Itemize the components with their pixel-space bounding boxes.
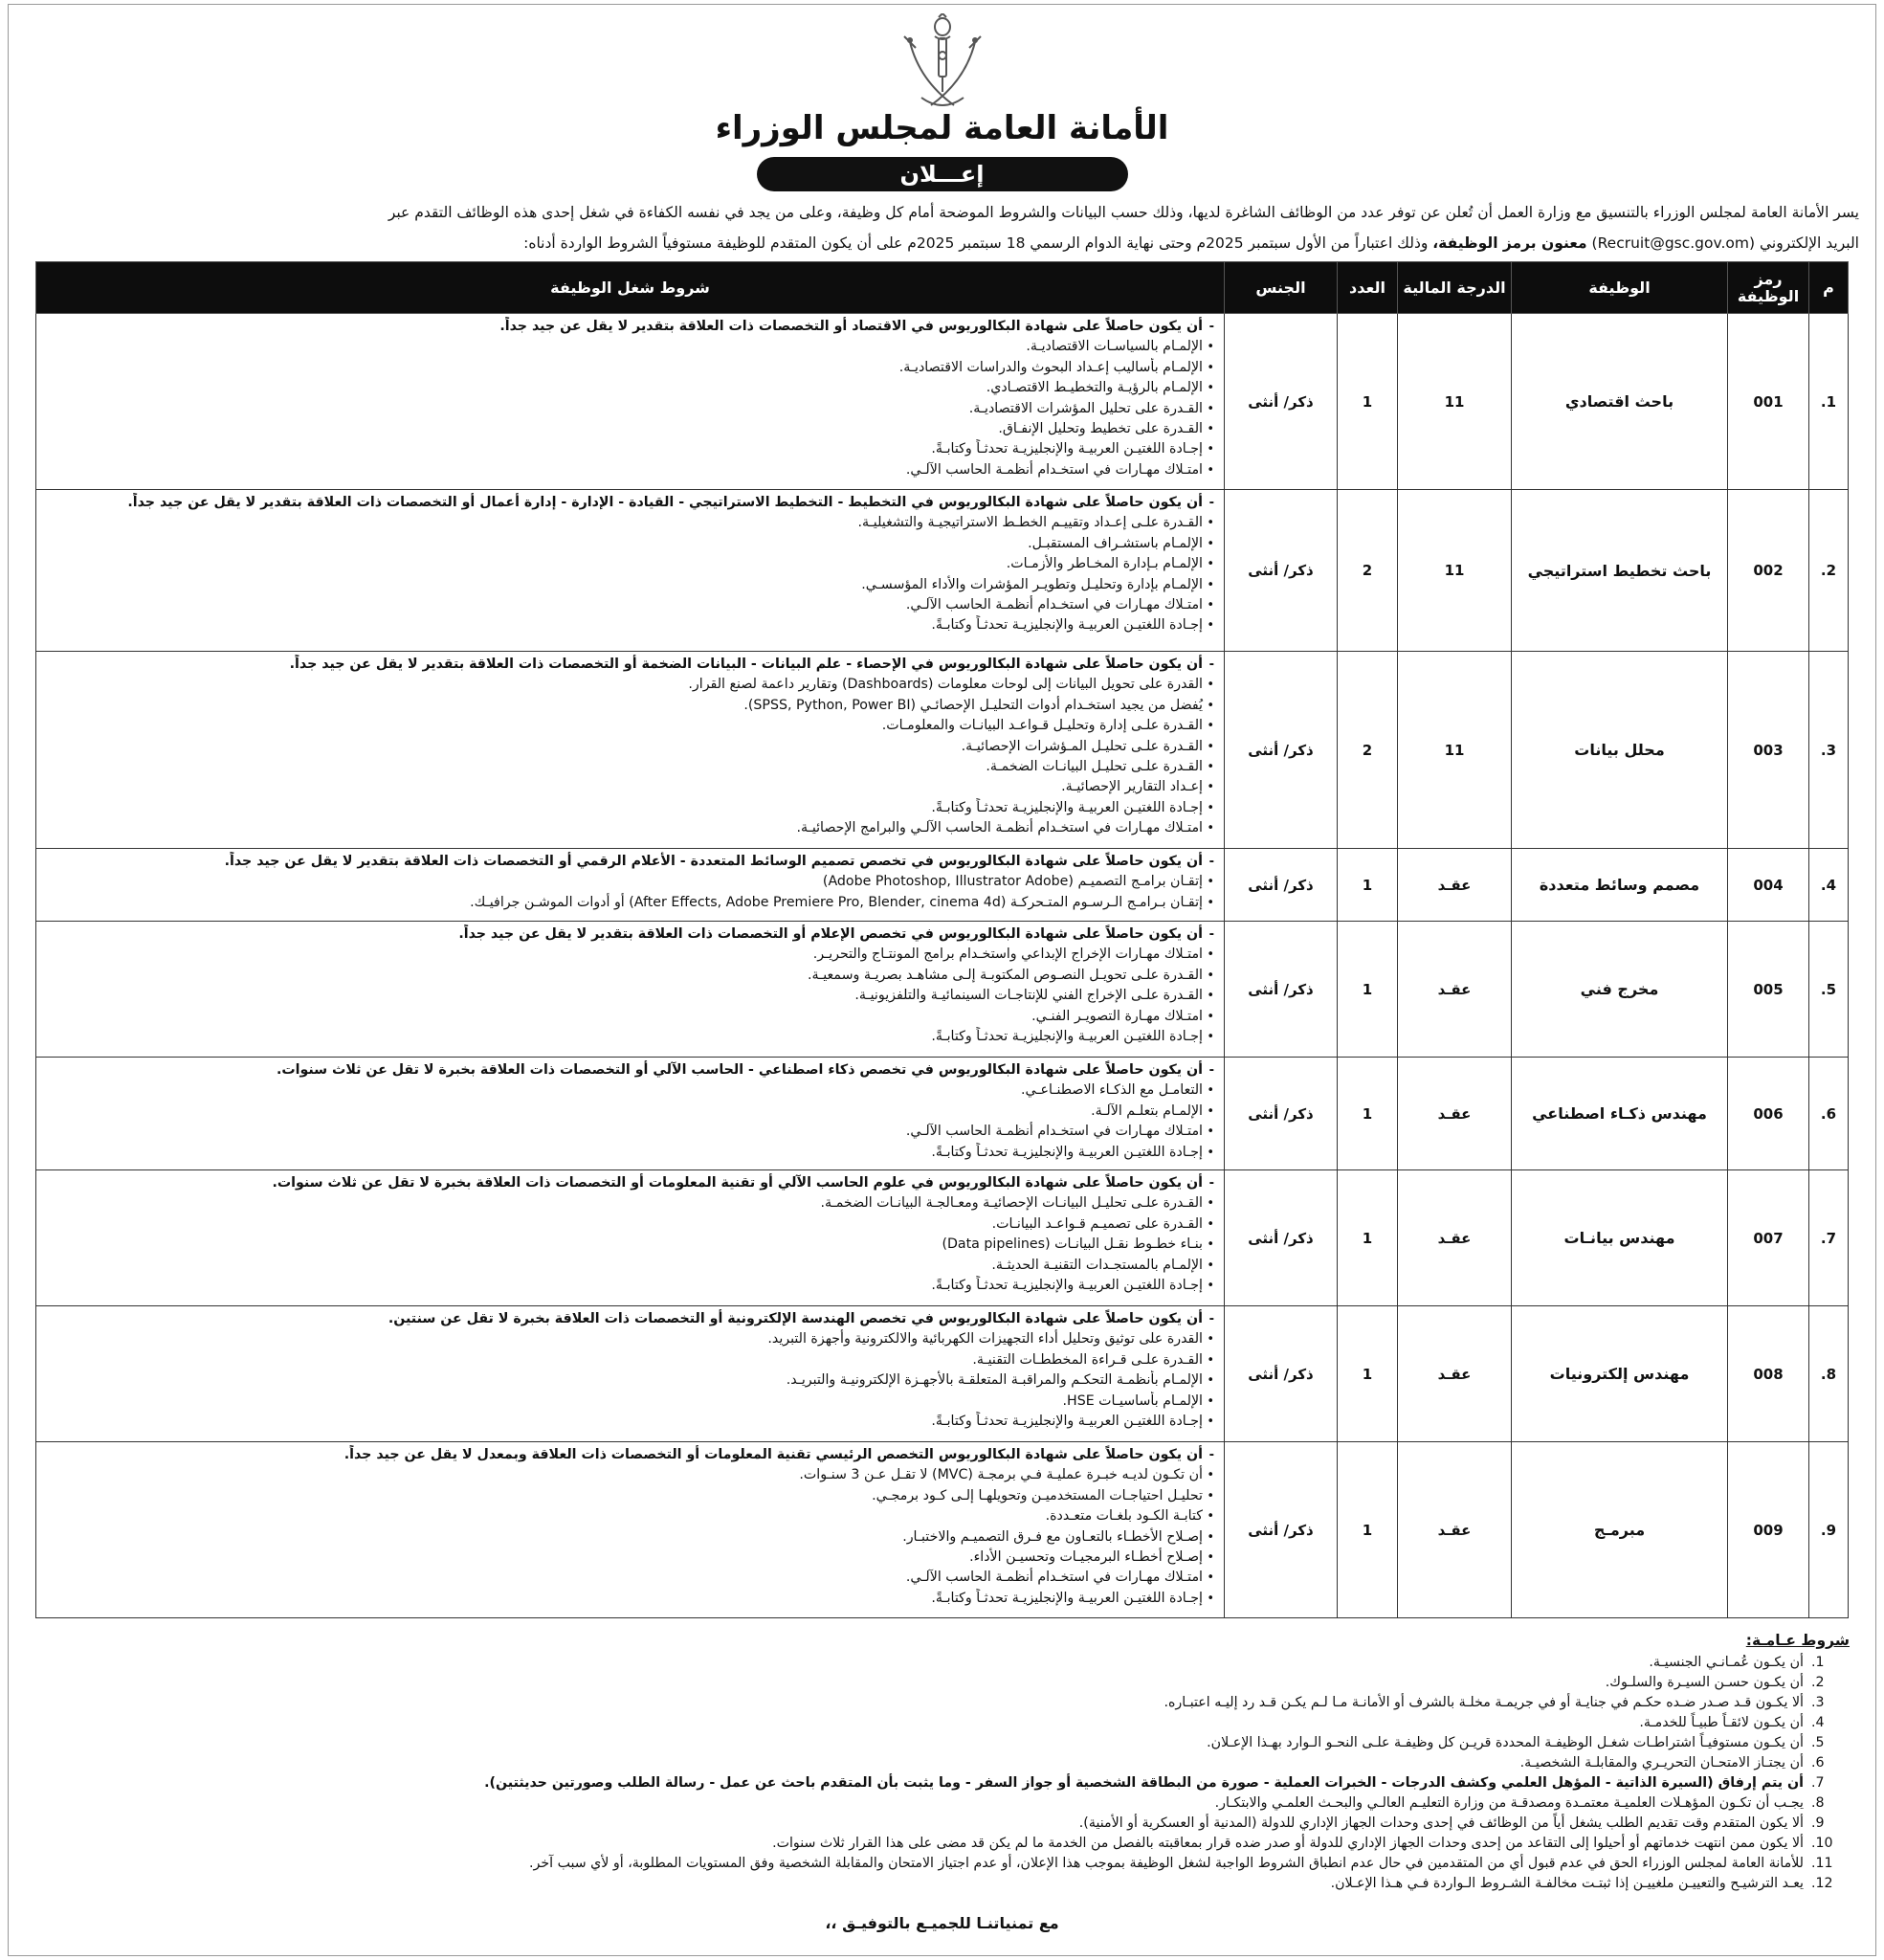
condition-item: - أن يكون حاصلاً على شهادة البكالوريوس في تخصص الإعلام أو التخصصات ذات العلاقة بتقدير لا يقل عن جيد جداً. <box>42 924 1214 945</box>
job-gender: ذكر/ أنثى <box>1225 849 1338 922</box>
jobs-table <box>35 261 1849 1618</box>
condition-item: - أن يكون حاصلاً على شهادة البكالوريوس في التخطيط - التخطيط الاستراتيجي - القيادة - الإدارة - إدارة أعمال أو التخصصات ذات العلاقة بتقدير لا يقل عن جيد جداً. <box>42 493 1214 513</box>
header-gender: الجنس <box>1225 262 1338 314</box>
condition-item: • بنـاء خطـوط نقـل البيانـات (Data pipelines) <box>42 1235 1214 1255</box>
condition-text: يعـد الترشيـح والتعييـن ملغييـن إذا ثبتـت مخالفـة الشـروط الـواردة فـي هـذا الإعـلان. <box>1330 1876 1804 1891</box>
condition-item: • امتـلاك مهـارات في استخـدام أنظمـة الحاسب الآلـي. <box>42 460 1214 480</box>
condition-item: • الإلمـام بالرؤيـة والتخطيـط الاقتصـادي. <box>42 378 1214 398</box>
conditions-list <box>42 1060 1214 1163</box>
condition-item: • إجـادة اللغتيـن العربيـة والإنجليزيـة تحدثـاً وكتابـةً. <box>42 1589 1214 1609</box>
condition-item: • القـدرة علـى تحليـل المـؤشرات الإحصائيـة. <box>42 737 1214 757</box>
conditions-list <box>42 317 1214 480</box>
condition-text: ألا يكون المتقدم وقت تقديم الطلب يشغل أياً من الوظائف في إحدى وحدات الجهاز الإداري للدولة (المدنية أو العسكرية أو الأمنية). <box>1078 1815 1804 1831</box>
condition-item: • الإلمـام بإدارة وتحليـل وتطويـر المؤشرات والأداء المؤسسـي. <box>42 575 1214 595</box>
row-number: 9. <box>1809 1442 1849 1618</box>
conditions-list <box>42 924 1214 1047</box>
job-title: محلل بيانات <box>1512 652 1728 849</box>
general-condition-item <box>223 1733 1850 1753</box>
conditions-list <box>42 1309 1214 1432</box>
header-no: م <box>1809 262 1849 314</box>
job-grade: عقـد <box>1398 1306 1512 1442</box>
conditions-list <box>42 1445 1214 1609</box>
job-title: مخرج فني <box>1512 922 1728 1058</box>
general-conditions-list <box>223 1653 1850 1894</box>
job-grade: عقـد <box>1398 1058 1512 1170</box>
condition-item: • امتـلاك مهـارة التصويـر الفنـي. <box>42 1007 1214 1027</box>
job-count: 2 <box>1338 490 1398 652</box>
conditions-list <box>42 1173 1214 1296</box>
condition-item: • امتـلاك مهـارات الإخراج الإبداعي واستخـدام برامج المونتـاج والتحريـر. <box>42 945 1214 965</box>
condition-item: • القـدرة علـى تحويـل النصـوص المكتوبـة إلـى مشاهـد بصريـة وسمعيـة. <box>42 966 1214 986</box>
condition-item: • الإلمـام بالمستجـدات التقنيـة الحديثـة. <box>42 1256 1214 1276</box>
general-conditions-title: شروط عـامـة: <box>1745 1632 1850 1649</box>
job-grade: عقـد <box>1398 849 1512 922</box>
job-title: باحث تخطيط استراتيجي <box>1512 490 1728 652</box>
condition-item: • إجـادة اللغتيـن العربيـة والإنجليزيـة تحدثـاً وكتابـةً. <box>42 798 1214 818</box>
conditions-list <box>42 493 1214 636</box>
header-grade: الدرجة المالية <box>1398 262 1512 314</box>
condition-item: • يُفضل من يجيد استخـدام أدوات التحليـل الإحصائـي (SPSS, Python, Power BI). <box>42 696 1214 716</box>
job-code: 001 <box>1728 314 1809 490</box>
condition-item: • امتـلاك مهـارات في استخـدام أنظمـة الحاسب الآلـي. <box>42 595 1214 615</box>
condition-item: • امتـلاك مهـارات في استخـدام أنظمـة الحاسب الآلـي. <box>42 1122 1214 1142</box>
job-code: 002 <box>1728 490 1809 652</box>
condition-item: • إجـادة اللغتيـن العربيـة والإنجليزيـة تحدثـاً وكتابـةً. <box>42 1276 1214 1296</box>
condition-number: 11. <box>1811 1856 1833 1871</box>
table-row <box>36 314 1849 490</box>
header-conditions: شروط شغل الوظيفة <box>36 262 1225 314</box>
conditions-list <box>42 852 1214 913</box>
condition-item: • امتـلاك مهـارات في استخـدام أنظمـة الحاسب الآلـي. <box>42 1568 1214 1588</box>
condition-item: • إعـداد التقارير الإحصائيـة. <box>42 777 1214 797</box>
condition-item: • القـدرة علـى تحليـل البيانـات الضخمـة. <box>42 757 1214 777</box>
job-count: 1 <box>1338 849 1398 922</box>
condition-item: - أن يكون حاصلاً على شهادة البكالوريوس في تخصص ذكاء اصطناعي - الحاسب الآلي أو التخصصات ذات العلاقة بخبرة لا تقل عن ثلاث سنوات. <box>42 1060 1214 1080</box>
job-title: باحث اقتصادي <box>1512 314 1728 490</box>
general-condition-item <box>223 1753 1850 1773</box>
header-code: رمز الوظيفة <box>1728 262 1809 314</box>
job-conditions <box>36 1442 1225 1618</box>
condition-text: أن يكـون حسـن السيـرة والسلـوك. <box>1605 1675 1804 1690</box>
job-grade: عقـد <box>1398 922 1512 1058</box>
general-condition-item <box>223 1874 1850 1894</box>
intro-job-code-note: معنون برمز الوظيفة، <box>1432 234 1587 252</box>
closing-container <box>0 1914 1884 1932</box>
row-number: 2. <box>1809 490 1849 652</box>
job-count: 1 <box>1338 1058 1398 1170</box>
condition-number: 6. <box>1811 1755 1825 1771</box>
general-condition-item <box>223 1834 1850 1854</box>
condition-number: 4. <box>1811 1715 1825 1730</box>
job-count: 1 <box>1338 1306 1398 1442</box>
job-code: 005 <box>1728 922 1809 1058</box>
banner-container <box>0 157 1884 191</box>
job-conditions <box>36 1306 1225 1442</box>
condition-item: • إجـادة اللغتيـن العربيـة والإنجليزيـة تحدثـاً وكتابـةً. <box>42 1027 1214 1047</box>
job-conditions <box>36 1058 1225 1170</box>
condition-item: • الإلمـام بأساليب إعـداد البحوث والدراسات الاقتصاديـة. <box>42 358 1214 378</box>
table-row <box>36 1170 1849 1306</box>
row-number: 1. <box>1809 314 1849 490</box>
job-gender: ذكر/ أنثى <box>1225 1442 1338 1618</box>
condition-item: • إجـادة اللغتيـن العربيـة والإنجليزيـة تحدثـاً وكتابـةً. <box>42 1412 1214 1432</box>
job-title: مهندس بيانـات <box>1512 1170 1728 1306</box>
condition-number: 10. <box>1811 1836 1833 1851</box>
condition-number: 3. <box>1811 1695 1825 1710</box>
condition-item: • الإلمـام بأنظمـة التحكـم والمراقبـة المتعلقـة بالأجهـزة الإلكترونيـة والتبريـد. <box>42 1370 1214 1391</box>
condition-item: • إجـادة اللغتيـن العربيـة والإنجليزيـة تحدثـاً وكتابـةً. <box>42 439 1214 459</box>
conditions-list <box>42 655 1214 839</box>
condition-item: • القـدرة علـى الإخراج الفني للإنتاجـات السينمائيـة والتلفزيونيـة. <box>42 986 1214 1006</box>
condition-text: أن يتم إرفاق (السيرة الذاتية - المؤهل العلمي وكشف الدرجات - الخبرات العملية - صورة من البطاقة الشخصية أو جواز السفر - وما يثبت بأن المتقدم باحث عن عمل - رسالة الطلب وصورتين حديثتين). <box>484 1775 1804 1791</box>
condition-item: • إصـلاح الأخطـاء بالتعـاون مع فـرق التصميـم والاختبـار. <box>42 1527 1214 1548</box>
condition-item: • القـدرة على تحليل المؤشرات الاقتصاديـة. <box>42 399 1214 419</box>
condition-item: - أن يكون حاصلاً على شهادة البكالوريوس في الاقتصاد أو التخصصات ذات العلاقة بتقدير لا يقل عن جيد جداً. <box>42 317 1214 337</box>
job-title: مبرمـج <box>1512 1442 1728 1618</box>
table-row <box>36 490 1849 652</box>
condition-item: • كتابـة الكـود بلغـات متعـددة. <box>42 1506 1214 1526</box>
general-condition-item <box>223 1814 1850 1834</box>
job-title: مصمم وسائط متعددة <box>1512 849 1728 922</box>
condition-item: • إجـادة اللغتيـن العربيـة والإنجليزيـة تحدثـاً وكتابـةً. <box>42 615 1214 635</box>
condition-item: - أن يكون حاصلاً على شهادة البكالوريوس في الإحصاء - علم البيانات - البيانات الضخمة أو التخصصات ذات العلاقة بتقدير لا يقل عن جيد جداً. <box>42 655 1214 675</box>
job-gender: ذكر/ أنثى <box>1225 1170 1338 1306</box>
job-code: 008 <box>1728 1306 1809 1442</box>
intro-line-2 <box>33 228 1859 258</box>
condition-text: أن يكـون عُمـانـي الجنسيـة. <box>1649 1655 1804 1670</box>
condition-item: • القـدرة علـى قـراءة المخططـات التقنيـة. <box>42 1350 1214 1370</box>
row-number: 3. <box>1809 652 1849 849</box>
condition-text: أن يكـون لائقـاً طبيـاً للخدمـة. <box>1639 1715 1804 1730</box>
general-conditions <box>223 1632 1850 1894</box>
closing-text: مع تمنياتنـا للجميـع بالتوفيـق ،، <box>825 1914 1059 1932</box>
condition-item: • القـدرة علـى تحليـل البيانـات الإحصائيـة ومعـالجـة البيانـات الضخمـة. <box>42 1193 1214 1214</box>
condition-number: 1. <box>1811 1655 1825 1670</box>
general-condition-item <box>223 1653 1850 1673</box>
general-condition-item <box>223 1793 1850 1814</box>
condition-text: أن يجتـاز الامتحـان التحريـري والمقابلـة الشخصيـة. <box>1519 1755 1804 1771</box>
header-job: الوظيفة <box>1512 262 1728 314</box>
condition-text: يجـب أن تكـون المؤهـلات العلميـة معتمـدة ومصدقـة من وزارة التعليـم العالـي والبحـث العلمـي والابتكـار. <box>1214 1795 1804 1811</box>
general-condition-item <box>223 1673 1850 1693</box>
condition-item: • تحليـل احتياجـات المستخدميـن وتحويلهـا إلـى كـود برمجـي. <box>42 1486 1214 1506</box>
job-count: 1 <box>1338 314 1398 490</box>
job-count: 1 <box>1338 1170 1398 1306</box>
table-row <box>36 1058 1849 1170</box>
job-gender: ذكر/ أنثى <box>1225 922 1338 1058</box>
header-count: العدد <box>1338 262 1398 314</box>
condition-item: • القـدرة علـى إعـداد وتقييـم الخطـط الاستراتيجيـة والتشغيليـة. <box>42 513 1214 533</box>
row-number: 6. <box>1809 1058 1849 1170</box>
job-conditions <box>36 922 1225 1058</box>
job-conditions <box>36 849 1225 922</box>
condition-number: 8. <box>1811 1795 1825 1811</box>
intro-dates: وذلك اعتباراً من الأول سبتمبر 2025م وحتى نهاية الدوام الرسمي 18 سبتمبر 2025م على أن يكون المتقدم للوظيفة مستوفياً الشروط الواردة أدناه: <box>523 234 1433 252</box>
job-code: 004 <box>1728 849 1809 922</box>
page-title: الأمانة العامة لمجلس الوزراء <box>715 109 1169 147</box>
job-conditions <box>36 1170 1225 1306</box>
condition-item: - أن يكون حاصلاً على شهادة البكالوريوس في تخصص تصميم الوسائط المتعددة - الأعلام الرقمي أو التخصصات ذات العلاقة بتقدير لا يقل عن جيد جداً. <box>42 852 1214 872</box>
job-grade: عقـد <box>1398 1442 1512 1618</box>
condition-item: • أن تكـون لديـه خبـرة عمليـة فـي برمجـة (MVC) لا تقـل عـن 3 سنـوات. <box>42 1465 1214 1485</box>
job-conditions <box>36 314 1225 490</box>
condition-item: • إتقـان برامـج التصميـم (Adobe Photoshop, Illustrator Adobe) <box>42 872 1214 892</box>
condition-item: • القدرة على توثيق وتحليل أداء التجهيزات الكهربائية والالكترونية وأجهزة التبريد. <box>42 1329 1214 1349</box>
intro-text <box>33 197 1859 258</box>
job-grade: 11 <box>1398 490 1512 652</box>
condition-item: • القـدرة على تصميـم قـواعـد البيانـات. <box>42 1214 1214 1235</box>
condition-text: ألا يكـون قـد صـدر ضـده حكـم في جنايـة أو في جريمـة مخلـة بالشرف أو الأمانـة مـا لـم يكـن قـد رد إليـه اعتبـاره. <box>1164 1695 1804 1710</box>
job-grade: 11 <box>1398 652 1512 849</box>
condition-number: 9. <box>1811 1815 1825 1831</box>
jobs-table-body <box>36 314 1849 1618</box>
job-code: 009 <box>1728 1442 1809 1618</box>
intro-line-1: يسر الأمانة العامة لمجلس الوزراء بالتنسيق مع وزارة العمل أن تُعلن عن توفر عدد من الوظائف الشاغرة لديها، وذلك حسب البيانات والشروط الموضحة أمام كل وظيفة، وعلى من يجد في نفسه الكفاءة في شغل إحدى هذه الوظائف التقدم عبر <box>388 204 1859 221</box>
condition-item: • الإلمـام بتعلـم الآلـة. <box>42 1102 1214 1122</box>
table-row <box>36 1442 1849 1618</box>
condition-item: • القـدرة علـى إدارة وتحليـل قـواعـد البيانـات والمعلومـات. <box>42 716 1214 736</box>
job-code: 006 <box>1728 1058 1809 1170</box>
condition-item: • القدرة على تحويل البيانات إلى لوحات معلومات (Dashboards) وتقارير داعمة لصنع القرار. <box>42 675 1214 695</box>
job-conditions <box>36 490 1225 652</box>
intro-email: البريد الإلكتروني (Recruit@gsc.gov.om) <box>1586 234 1859 252</box>
condition-item: • الإلمـام بالسياسـات الاقتصاديـة. <box>42 337 1214 357</box>
row-number: 7. <box>1809 1170 1849 1306</box>
condition-number: 12. <box>1811 1876 1833 1891</box>
job-title: مهندس ذكـاء اصطناعي <box>1512 1058 1728 1170</box>
oman-emblem-icon <box>897 13 988 113</box>
job-gender: ذكر/ أنثى <box>1225 1306 1338 1442</box>
job-gender: ذكر/ أنثى <box>1225 652 1338 849</box>
job-gender: ذكر/ أنثى <box>1225 314 1338 490</box>
condition-text: ألا يكون ممن انتهت خدماتهم أو أحيلوا إلى التقاعد من إحدى وحدات الجهاز الإداري للدولة أو صدر ضده قرار بمعاقبته بالفصل من الخدمة ما لم يكن قد مضى على هذا القرار ثلاث سنوات. <box>772 1836 1804 1851</box>
announcement-banner: إعـــلان <box>757 157 1128 191</box>
condition-item: • امتـلاك مهـارات في استخـدام أنظمـة الحاسب الآلـي والبرامج الإحصائيـة. <box>42 818 1214 838</box>
job-grade: 11 <box>1398 314 1512 490</box>
condition-item: • الإلمـام بأساسيـات HSE. <box>42 1392 1214 1412</box>
table-row <box>36 922 1849 1058</box>
condition-item: - أن يكون حاصلاً على شهادة البكالوريوس في تخصص الهندسة الإلكترونية أو التخصصات ذات العلاقة بخبرة لا تقل عن سنتين. <box>42 1309 1214 1329</box>
job-title: مهندس إلكترونيات <box>1512 1306 1728 1442</box>
job-gender: ذكر/ أنثى <box>1225 490 1338 652</box>
job-count: 2 <box>1338 652 1398 849</box>
row-number: 8. <box>1809 1306 1849 1442</box>
job-code: 007 <box>1728 1170 1809 1306</box>
condition-number: 7. <box>1811 1775 1825 1791</box>
general-condition-item <box>223 1693 1850 1713</box>
condition-item: • الإلمـام باستشـراف المستقبـل. <box>42 534 1214 554</box>
table-row <box>36 849 1849 922</box>
table-row <box>36 1306 1849 1442</box>
job-count: 1 <box>1338 1442 1398 1618</box>
condition-text: أن يكـون مستوفيـاً اشتراطـات شغـل الوظيفـة المحددة قريـن كل وظيفـة علـى النحـو الـوارد بهـذا الإعـلان. <box>1207 1735 1804 1750</box>
emblem-container <box>0 13 1884 117</box>
condition-item: - أن يكون حاصلاً على شهادة البكالوريوس في علوم الحاسب الآلي أو تقنية المعلومات أو التخصصات ذات العلاقة بخبرة لا تقل عن ثلاث سنوات. <box>42 1173 1214 1193</box>
general-condition-item <box>223 1854 1850 1874</box>
condition-item: - أن يكون حاصلاً على شهادة البكالوريوس التخصص الرئيسي تقنية المعلومات أو التخصصات ذات العلاقة وبمعدل لا يقل عن جيد جداً. <box>42 1445 1214 1465</box>
condition-item: • إصـلاح أخطـاء البرمجيـات وتحسيـن الأداء. <box>42 1548 1214 1568</box>
condition-number: 2. <box>1811 1675 1825 1690</box>
job-grade: عقـد <box>1398 1170 1512 1306</box>
general-condition-item <box>223 1773 1850 1793</box>
job-code: 003 <box>1728 652 1809 849</box>
row-number: 5. <box>1809 922 1849 1058</box>
table-header-row <box>36 262 1849 314</box>
condition-item: • إجـادة اللغتيـن العربيـة والإنجليزيـة تحدثـاً وكتابـةً. <box>42 1143 1214 1163</box>
table-row <box>36 652 1849 849</box>
condition-text: للأمانة العامة لمجلس الوزراء الحق في عدم قبول أي من المتقدمين في حال عدم انطباق الشروط الواجبة لشغل الوظيفة بموجب هذا الإعلان، أو عدم اجتياز الامتحان والمقابلة الشخصية وفق المستويات المطلوبة، أو لأي سبب آخر. <box>529 1856 1804 1871</box>
job-conditions <box>36 652 1225 849</box>
condition-item: • الإلمـام بـإدارة المخـاطر والأزمـات. <box>42 554 1214 574</box>
general-condition-item <box>223 1713 1850 1733</box>
condition-number: 5. <box>1811 1735 1825 1750</box>
condition-item: • القـدرة على تخطيط وتحليل الإنفـاق. <box>42 419 1214 439</box>
job-gender: ذكر/ أنثى <box>1225 1058 1338 1170</box>
condition-item: • إتقـان بـرامـج الـرسـوم المتـحركـة (After Effects, Adobe Premiere Pro, Blender, cinema 4d) أو أدوات الموشـن جرافيـك. <box>42 893 1214 913</box>
condition-item: • التعامـل مع الذكـاء الاصطنـاعـي. <box>42 1080 1214 1101</box>
row-number: 4. <box>1809 849 1849 922</box>
job-count: 1 <box>1338 922 1398 1058</box>
